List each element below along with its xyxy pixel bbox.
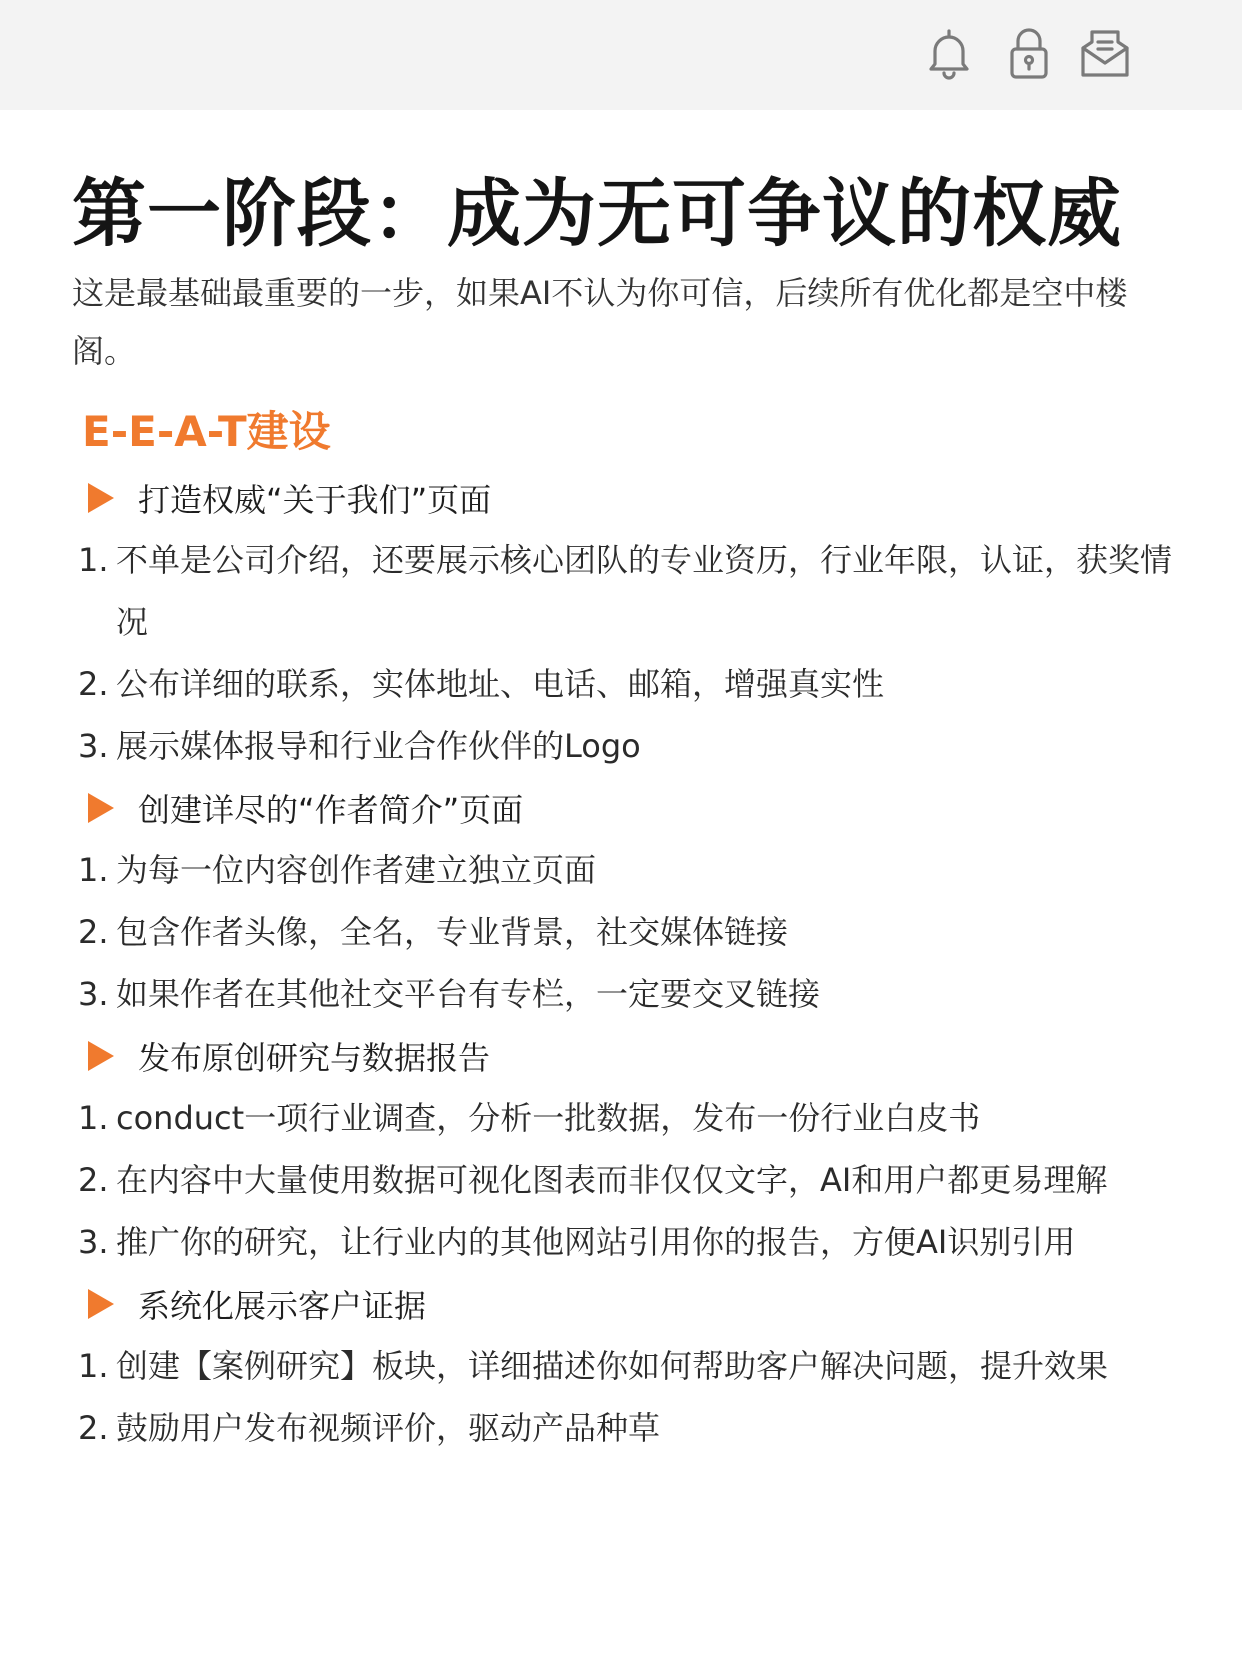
item-number: 2. — [78, 1409, 109, 1447]
subsection-title: 创建详尽的“作者简介”页面 — [138, 791, 524, 829]
list-item — [78, 1087, 1188, 1149]
intro-text: 这是最基础最重要的一步，如果AI不认为你可信，后续所有优化都是空中楼阁。 — [72, 274, 1128, 370]
list-item — [78, 901, 1188, 963]
item-number: 3. — [78, 1223, 109, 1261]
item-number: 3. — [78, 727, 109, 765]
item-text: 不单是公司介绍，还要展示核心团队的专业资历，行业年限，认证，获奖情况 — [116, 541, 1173, 641]
item-text: 包含作者头像，全名，专业背景，社交媒体链接 — [116, 913, 789, 951]
list-item — [78, 1211, 1188, 1273]
top-toolbar — [0, 0, 1242, 110]
list-item — [78, 653, 1188, 715]
item-text: 鼓励用户发布视频评价，驱动产品种草 — [116, 1409, 661, 1447]
item-text: 推广你的研究，让行业内的其他网站引用你的报告，方便AI识别引用 — [116, 1223, 1076, 1261]
page-title: 第一阶段：成为无可争议的权威 — [72, 171, 1122, 257]
subsection-customer-evidence — [78, 1273, 1188, 1335]
mail-icon[interactable] — [1074, 22, 1136, 84]
subsection-about-us — [78, 467, 1188, 529]
list-item — [78, 1335, 1188, 1397]
item-text: 创建【案例研究】板块，详细描述你如何帮助客户解决问题，提升效果 — [116, 1347, 1109, 1385]
item-text: 在内容中大量使用数据可视化图表而非仅仅文字，AI和用户都更易理解 — [116, 1161, 1108, 1199]
list-item — [78, 529, 1188, 653]
triangle-bullet-icon — [88, 1289, 114, 1319]
subsection-original-research — [78, 1025, 1188, 1087]
lock-icon[interactable] — [998, 22, 1060, 84]
section-heading: E-E-A-T建设 — [82, 407, 331, 456]
item-number: 1. — [78, 541, 109, 579]
list-item — [78, 1149, 1188, 1211]
subsection-title: 系统化展示客户证据 — [138, 1287, 427, 1325]
list-item — [78, 963, 1188, 1025]
subsection-title: 打造权威“关于我们”页面 — [138, 481, 492, 519]
item-text: 如果作者在其他社交平台有专栏，一定要交叉链接 — [116, 975, 821, 1013]
item-text: 为每一位内容创作者建立独立页面 — [116, 851, 597, 889]
bell-icon[interactable] — [918, 22, 980, 84]
triangle-bullet-icon — [88, 483, 114, 513]
triangle-bullet-icon — [88, 1041, 114, 1071]
triangle-bullet-icon — [88, 793, 114, 823]
item-number: 3. — [78, 975, 109, 1013]
item-number: 1. — [78, 851, 109, 889]
item-number: 1. — [78, 1099, 109, 1137]
list-item — [78, 839, 1188, 901]
subsection-author-bio — [78, 777, 1188, 839]
item-text: conduct一项行业调查，分析一批数据，发布一份行业白皮书 — [116, 1099, 981, 1137]
section-content — [78, 467, 1188, 1459]
item-text: 展示媒体报导和行业合作伙伴的Logo — [116, 727, 641, 765]
item-number: 1. — [78, 1347, 109, 1385]
list-item — [78, 715, 1188, 777]
subsection-title: 发布原创研究与数据报告 — [138, 1039, 491, 1077]
list-item — [78, 1397, 1188, 1459]
item-text: 公布详细的联系，实体地址、电话、邮箱，增强真实性 — [116, 665, 885, 703]
item-number: 2. — [78, 1161, 109, 1199]
item-number: 2. — [78, 665, 109, 703]
item-number: 2. — [78, 913, 109, 951]
